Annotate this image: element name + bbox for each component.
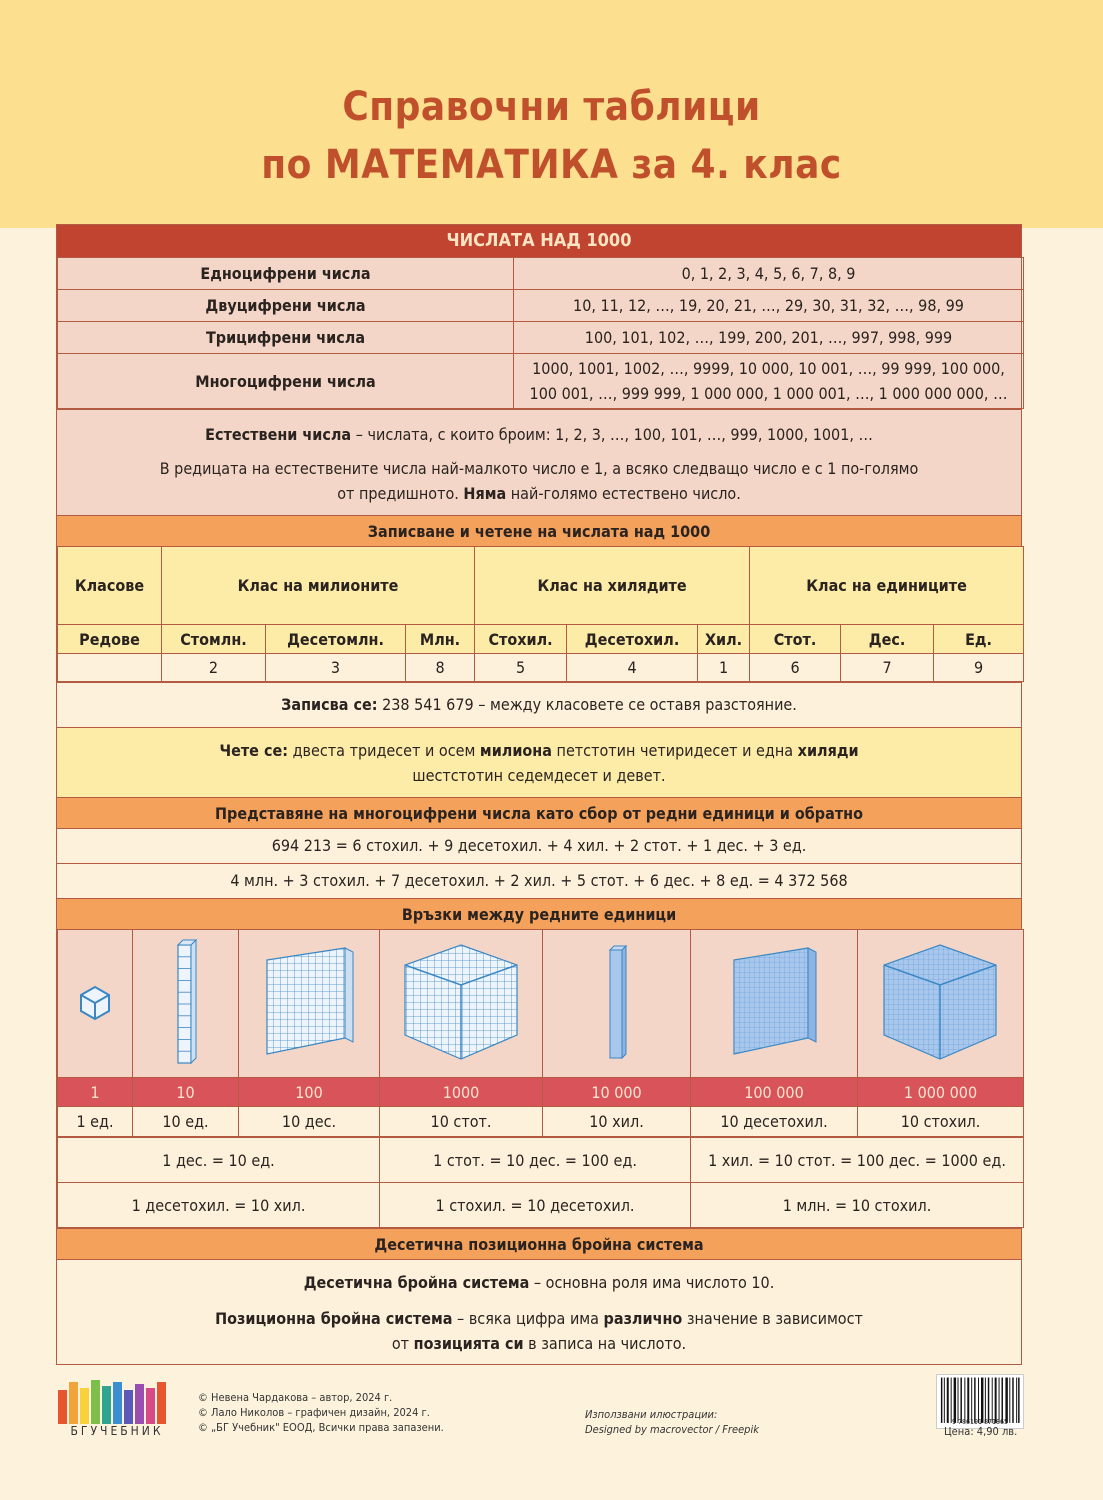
order-name: Стот. — [750, 625, 841, 654]
term: Позиционна бройна система — [215, 1309, 453, 1328]
class-units: Клас на единиците — [750, 547, 1024, 625]
equivalence: 1 десетохил. = 10 хил. — [58, 1183, 380, 1228]
read-bold: милиона — [479, 741, 552, 760]
class-millions: Клас на милионите — [162, 547, 475, 625]
digit-cell: 6 — [750, 654, 841, 682]
term: Естествени числа — [205, 425, 352, 444]
order-name: Стомлн. — [162, 625, 266, 654]
price: Цена: 4,90 лв. — [944, 1425, 1018, 1438]
digit-cell: 2 — [162, 654, 266, 682]
write-label: Записва се: — [281, 695, 378, 714]
row-label: Многоцифрени числа — [58, 354, 514, 409]
expansion-line: 694 213 = 6 стохил. + 9 десетохил. + 4 хил. + 2 стот. + 1 дес. + 3 ед. — [57, 828, 1021, 863]
definition-bold: позицията си — [413, 1334, 524, 1353]
order-name: Стохил. — [475, 625, 567, 654]
sequence-note-bold: Няма — [463, 484, 507, 503]
definition-bold: различно — [603, 1309, 683, 1328]
place-value-table — [57, 546, 1024, 682]
order-name: Млн. — [406, 625, 475, 654]
rod-ten-thousand-icon — [605, 942, 629, 1062]
section-header-numbers: ЧИСЛАТА НАД 1000 — [57, 225, 1021, 257]
natural-numbers-note — [57, 409, 1021, 515]
term: Десетична бройна система — [303, 1273, 530, 1292]
unit-cell: 10 десетохил. — [691, 1107, 858, 1137]
row-value-line: 1000, 1001, 1002, …, 9999, 10 000, 10 001, …, 99 999, 100 000, — [532, 359, 1005, 378]
row-label: Трицифрени числа — [58, 322, 514, 354]
read-bold: хиляди — [797, 741, 859, 760]
row-label: Едноцифрени числа — [58, 258, 514, 290]
read-text: двеста тридесет и осем — [288, 741, 480, 760]
orders-label: Редове — [58, 625, 162, 654]
equivalence-table — [57, 1137, 1024, 1228]
digit-count-table — [57, 257, 1024, 409]
cube-thousand-icon — [399, 939, 524, 1064]
read-text-line2: шестстотин седемдесет и девет. — [412, 766, 666, 785]
digit-cell: 7 — [841, 654, 934, 682]
equivalence: 1 дес. = 10 ед. — [58, 1138, 380, 1183]
equivalence: 1 стохил. = 10 десетохил. — [380, 1183, 691, 1228]
unit-cell: 10 дес. — [239, 1107, 380, 1137]
title-line-1: Справочни таблици — [342, 84, 761, 130]
credits — [198, 1390, 444, 1435]
digit-cell: 1 — [698, 654, 750, 682]
credit-line: © „БГ Учебник" ЕООД, Всички права запазени. — [198, 1421, 444, 1434]
credit-line: © Невена Чардакова – автор, 2024 г. — [198, 1391, 393, 1404]
digit-cell: 9 — [934, 654, 1024, 682]
order-name: Десетохил. — [567, 625, 698, 654]
flat-hundred-thousand-icon — [724, 942, 824, 1062]
unit-cell: 1 ед. — [58, 1107, 133, 1137]
decimal-system-note — [57, 1259, 1021, 1364]
unit-cell: 10 ед. — [133, 1107, 239, 1137]
section-header-writing: Записване и четене на числата над 1000 — [57, 515, 1021, 546]
digit-cell: 5 — [475, 654, 567, 682]
sequence-note-text: най-голямо естествено число. — [506, 484, 741, 503]
write-note — [57, 682, 1021, 727]
digit-cell: 4 — [567, 654, 698, 682]
rod-ten-icon — [173, 937, 199, 1067]
cube-million-cell — [858, 930, 1024, 1078]
equivalence: 1 стот. = 10 дес. = 100 ед. — [380, 1138, 691, 1183]
write-text: 238 541 679 – между класовете се оставя разстояние. — [377, 695, 797, 714]
definition: – всяка цифра има — [452, 1309, 604, 1328]
unit-cube-icon — [75, 982, 115, 1022]
unit-cell: 10 стохил. — [858, 1107, 1024, 1137]
value-cell: 10 — [133, 1078, 239, 1107]
definition: значение в зависимост — [682, 1309, 863, 1328]
order-name: Хил. — [698, 625, 750, 654]
equivalence: 1 хил. = 10 стот. = 100 дес. = 1000 ед. — [691, 1138, 1024, 1183]
rod-cell — [133, 930, 239, 1078]
classes-label: Класове — [58, 547, 162, 625]
definition: от — [391, 1334, 414, 1353]
page-title — [0, 78, 1103, 194]
section-header-decimal: Десетична позиционна бройна система — [57, 1228, 1021, 1259]
read-text: петстотин четиридесет и една — [551, 741, 798, 760]
flat-hundred-icon — [259, 942, 359, 1062]
flat-big-cell — [691, 930, 858, 1078]
order-name: Ед. — [934, 625, 1024, 654]
equivalence: 1 млн. = 10 стохил. — [691, 1183, 1024, 1228]
value-cell: 1 — [58, 1078, 133, 1107]
digit-cell: 8 — [406, 654, 475, 682]
sequence-note-line: В редицата на естествените числа най-малкото число е 1, а всяко следващо число е с 1 по-голямо — [159, 459, 919, 478]
illustration-credit-line: Designed by macrovector / Freepik — [585, 1423, 759, 1436]
cube-thousand-cell — [380, 930, 543, 1078]
row-value: 100, 101, 102, …, 199, 200, 201, …, 997, 998, 999 — [514, 322, 1024, 354]
sequence-note-text: от предишното. — [337, 484, 464, 503]
credit-line: © Лало Николов – графичен дизайн, 2024 г. — [198, 1406, 430, 1419]
unit-cell: 10 стот. — [380, 1107, 543, 1137]
row-value — [514, 354, 1024, 409]
row-label: Двуцифрени числа — [58, 290, 514, 322]
section-header-representation: Представяне на многоцифрени числа като сбор от редни единици и обратно — [57, 797, 1021, 828]
read-label: Чете се: — [219, 741, 289, 760]
empty-cell — [58, 654, 162, 682]
value-cell: 10 000 — [543, 1078, 691, 1107]
illustration-credits — [585, 1407, 759, 1437]
definition: – основна роля има числото 10. — [529, 1273, 775, 1292]
value-cell: 1 000 000 — [858, 1078, 1024, 1107]
order-name: Дес. — [841, 625, 934, 654]
definition: – числата, с които броим: 1, 2, 3, …, 100, 101, …, 999, 1000, 1001, … — [351, 425, 873, 444]
digit-cell: 3 — [266, 654, 406, 682]
expansion-line: 4 млн. + 3 стохил. + 7 десетохил. + 2 хил. + 5 стот. + 6 дес. + 8 ед. = 4 372 568 — [57, 863, 1021, 898]
unit-cube-cell — [58, 930, 133, 1078]
read-note — [57, 727, 1021, 797]
definition: в записа на числото. — [523, 1334, 687, 1353]
units-relation-table — [57, 929, 1024, 1137]
publisher-name: БГУЧЕБНИК — [70, 1424, 164, 1438]
isbn-number: 9 786191 871865 — [951, 1418, 1009, 1426]
row-value-line: 100 001, …, 999 999, 1 000 000, 1 000 001, …, 1 000 000 000, … — [529, 384, 1008, 403]
value-cell: 100 — [239, 1078, 380, 1107]
row-value: 0, 1, 2, 3, 4, 5, 6, 7, 8, 9 — [514, 258, 1024, 290]
unit-cell: 10 хил. — [543, 1107, 691, 1137]
section-header-relations: Връзки между редните единици — [57, 898, 1021, 929]
order-name: Десетомлн. — [266, 625, 406, 654]
rod-big-cell — [543, 930, 691, 1078]
value-cell: 100 000 — [691, 1078, 858, 1107]
row-value: 10, 11, 12, …, 19, 20, 21, …, 29, 30, 31, 32, …, 98, 99 — [514, 290, 1024, 322]
cube-million-icon — [878, 939, 1003, 1064]
reference-table — [56, 224, 1022, 1365]
value-cell: 1000 — [380, 1078, 543, 1107]
flat-cell — [239, 930, 380, 1078]
title-line-2: по МАТЕМАТИКА за 4. клас — [261, 142, 842, 188]
class-thousands: Клас на хилядите — [475, 547, 750, 625]
blocks-row — [58, 930, 1024, 1078]
illustration-credit-line: Използвани илюстрации: — [585, 1408, 718, 1421]
